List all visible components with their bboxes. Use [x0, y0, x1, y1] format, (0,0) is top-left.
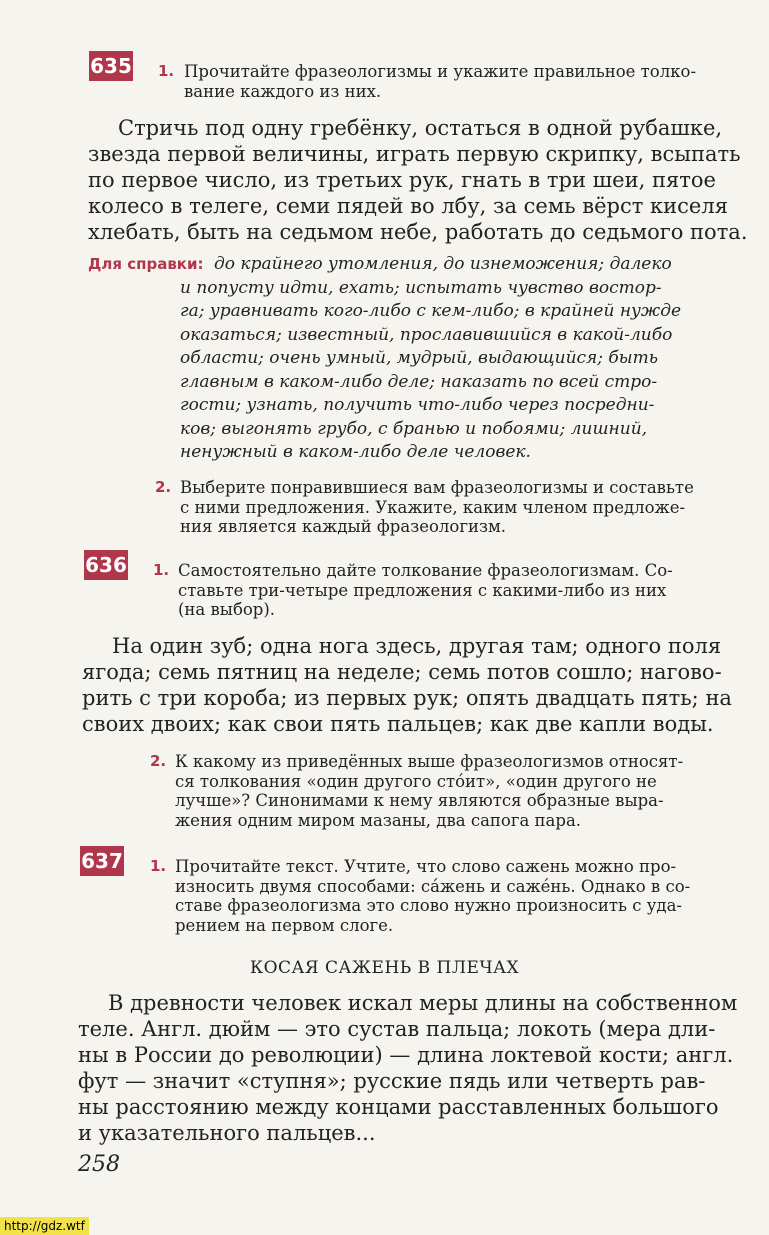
page-number: 258: [78, 1152, 120, 1177]
text-line: Прочитайте фразеологизмы и укажите правильное толко-: [184, 62, 697, 81]
text-line: износить двумя способами: сáжень и сажéнь. Однако в со-: [175, 876, 691, 896]
text-line: звезда первой величины, играть первую скрипку, всыпать: [88, 142, 741, 166]
text-line: ставе фразеологизма это слово нужно произносить с уда-: [175, 896, 683, 915]
task-number: 2.: [155, 478, 172, 496]
exercise-number-636: 636: [84, 550, 128, 580]
text-line: В древности человек искал меры длины на собственном: [108, 991, 738, 1015]
text-line: своих двоих; как свои пять пальцев; как две капли воды.: [82, 712, 714, 736]
text-line: главным в каком-либо деле; наказать по всей стро-: [180, 371, 658, 392]
text-line: ков; выгонять грубо, с бранью и побоями; лишний,: [180, 418, 648, 439]
text-line: фут — значит «ступня»; русские пядь или четверть рав-: [78, 1069, 706, 1093]
text-line: га; уравнивать кого-либо с кем-либо; в крайней нужде: [180, 301, 682, 321]
text-line: ягода; семь пятниц на неделе; семь потов сошло; наговo-: [82, 660, 722, 684]
text-line: ны в России до революции) — длина локтевой кости; англ.: [78, 1043, 734, 1067]
text-line: вание каждого из них.: [184, 81, 382, 101]
site-link[interactable]: http://gdz.wtf: [0, 1217, 89, 1235]
task-635-2: [180, 478, 694, 537]
text-line: по первое число, из третьих рук, гнать в три шеи, пятое: [88, 168, 716, 192]
text-line: ния является каждый фразеологизм.: [180, 517, 507, 536]
text-line: до крайнего утомления, до изнеможения; далеко: [214, 254, 672, 274]
text-line: К какому из приведённых выше фразеологизмов относят-: [175, 752, 684, 771]
task-637-1: [175, 857, 690, 935]
text-line: лучше»? Синонимами к нему являются образные выра-: [175, 791, 664, 810]
text-line: теле. Англ. дюйм — это сустав пальца; локоть (мера дли-: [78, 1017, 716, 1041]
phraseology-list-635: [88, 115, 753, 245]
text-line: гости; узнать, получить что-либо через посредни-: [180, 395, 655, 415]
exercise-number-635: 635: [89, 51, 133, 81]
text-line: области; очень умный, мудрый, выдающийся; быть: [180, 348, 659, 368]
text-line: Прочитайте текст. Учтите, что слово сажень можно про-: [175, 857, 677, 876]
text-line: ся толкования «один другого стóит», «один другого не: [175, 771, 657, 791]
text-line: жения одним миром мазаны, два сапога пара.: [175, 810, 582, 830]
text-line: рить с три короба; из первых рук; опять двадцать пять; на: [82, 686, 732, 710]
text-line: Стричь под одну гребёнку, остаться в одной рубашке,: [118, 116, 723, 140]
text-line: хлебать, быть на седьмом небе, работать до седьмого пота.: [88, 220, 748, 244]
phraseology-list-636: [82, 633, 752, 737]
text-title: КОСАЯ САЖЕНЬ В ПЛЕЧАХ: [249, 958, 520, 978]
text-line: ставьте три-четыре предложения с какими-либо из них: [178, 580, 667, 600]
task-636-2: [175, 752, 683, 830]
text-line: с ними предложения. Укажите, каким членом предложе-: [180, 497, 686, 517]
task-636-1: [178, 561, 673, 620]
task-number: 2.: [150, 752, 167, 770]
reference-label: Для справки:: [88, 255, 204, 273]
task-number: 1.: [158, 62, 175, 80]
task-635-1: [184, 62, 696, 101]
task-number: 1.: [153, 561, 170, 579]
text-line: колесо в телеге, семи пядей во лбу, за семь вёрст киселя: [88, 194, 728, 218]
text-line: оказаться; известный, прославившийся в какой-либо: [180, 324, 673, 345]
text-body: [78, 990, 753, 1146]
reference-text: [180, 253, 681, 465]
exercise-number-637: 637: [80, 846, 124, 876]
text-line: (на выбор).: [178, 600, 276, 619]
text-line: Самостоятельно дайте толкование фразеологизмам. Со-: [178, 561, 673, 580]
text-line: Выберите понравившиеся вам фразеологизмы и составьте: [180, 478, 694, 497]
text-line: ны расстоянию между концами расставленных большого: [78, 1095, 719, 1119]
text-line: и попусту идти, ехать; испытать чувство востор-: [180, 277, 662, 298]
text-line: На один зуб; одна нога здесь, другая там; одного поля: [112, 634, 722, 658]
task-number: 1.: [150, 857, 167, 875]
text-line: рением на первом слоге.: [175, 915, 394, 935]
text-line: и указательного пальцев...: [78, 1121, 376, 1145]
text-line: ненужный в каком-либо деле человек.: [180, 442, 531, 462]
